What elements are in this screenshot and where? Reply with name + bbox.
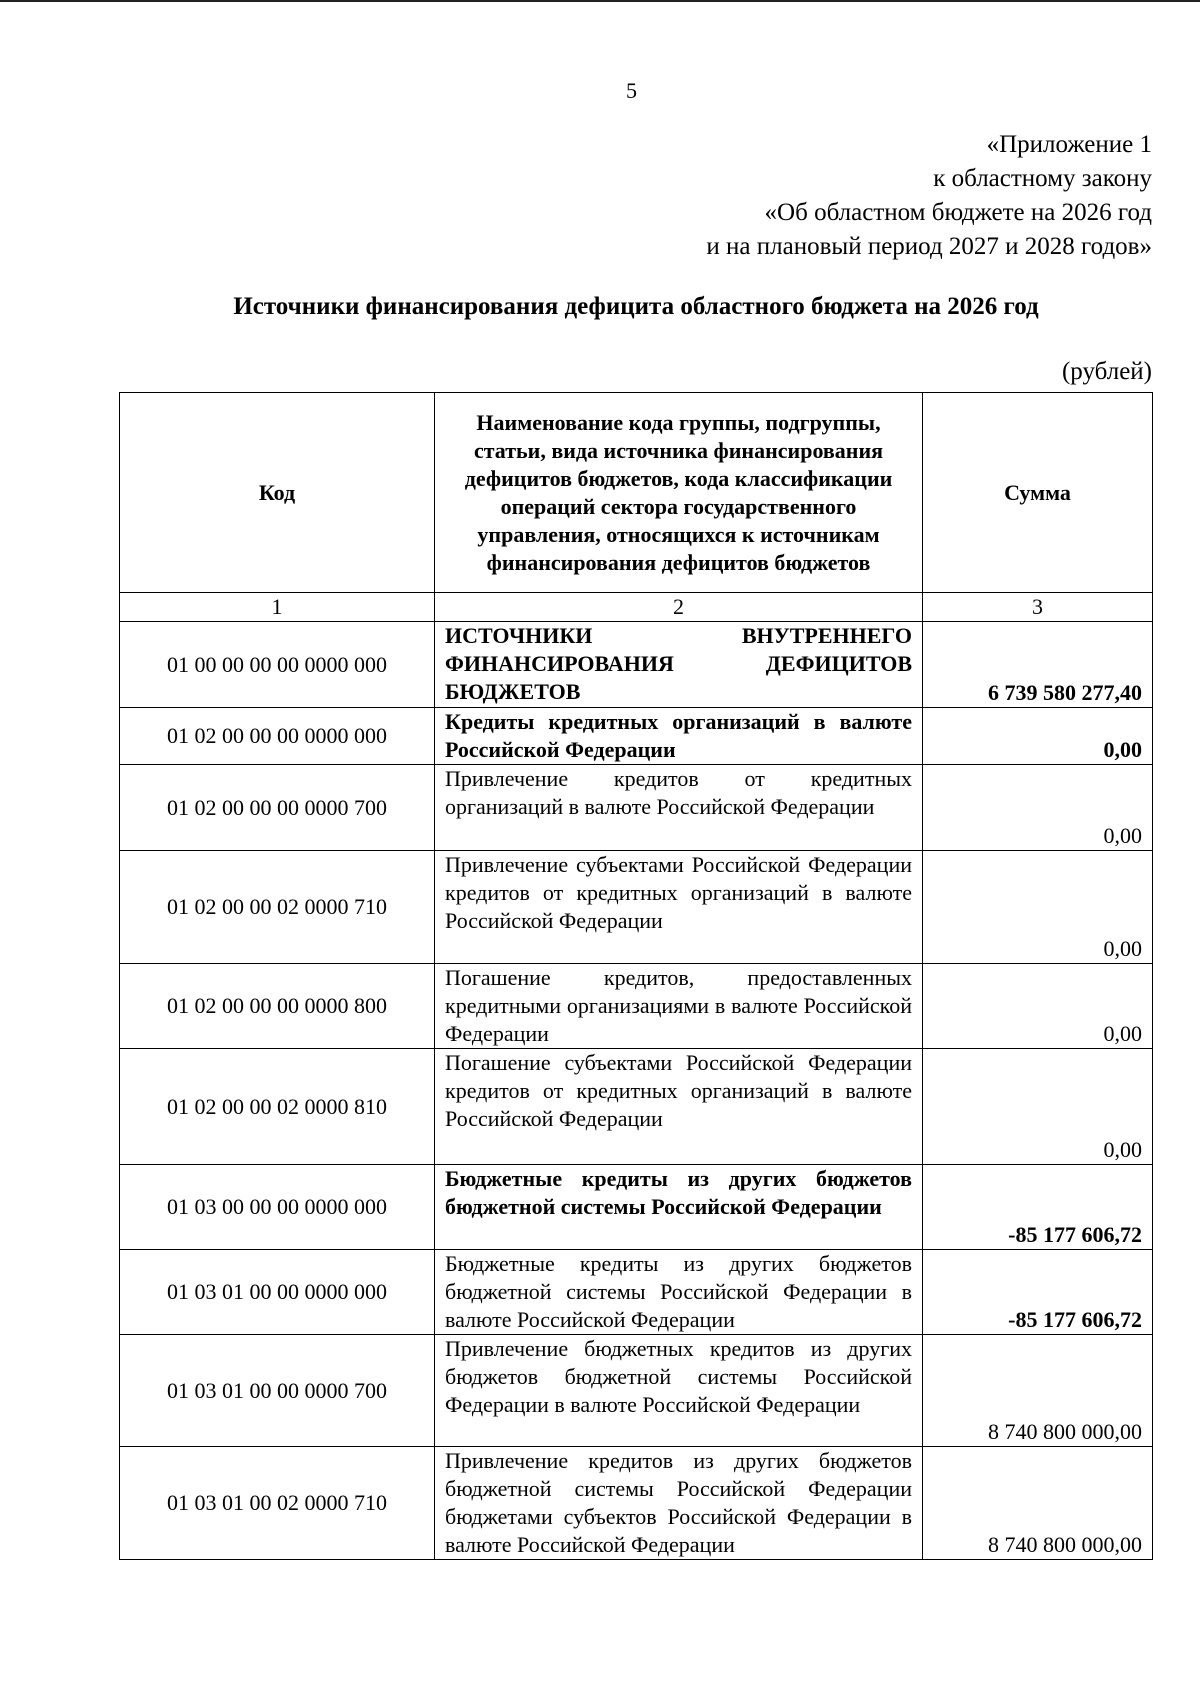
- row-name: Кредиты кредитных организаций в валюте Российской Федерации: [435, 708, 923, 765]
- row-name: Погашение субъектами Российской Федерации кредитов от кредитных организаций в валюте Российской Федерации: [435, 1049, 923, 1165]
- header-code: Код: [120, 393, 435, 593]
- row-code: 01 02 00 00 02 0000 710: [120, 851, 435, 964]
- row-name: Бюджетные кредиты из других бюджетов бюджетной системы Российской Федерации в валюте Российской Федерации: [435, 1250, 923, 1335]
- row-name: ИСТОЧНИКИ ВНУТРЕННЕГО ФИНАНСИРОВАНИЯ ДЕФИЦИТОВ БЮДЖЕТОВ: [435, 622, 923, 708]
- row-name: Привлечение субъектами Российской Федерации кредитов от кредитных организаций в валюте Российской Федерации: [435, 851, 923, 964]
- row-code: 01 00 00 00 00 0000 000: [120, 622, 435, 708]
- row-code: 01 03 01 00 00 0000 700: [120, 1335, 435, 1447]
- annex-line: «Об областном бюджете на 2026 год: [764, 199, 1152, 226]
- row-code: 01 02 00 00 00 0000 700: [120, 765, 435, 851]
- row-sum: 8 740 800 000,00: [923, 1447, 1153, 1560]
- header-name: Наименование кода группы, подгруппы, статьи, вида источника финансирования дефицитов бюджетов, кода классификации операций сектора государственного управления, относящихся к источникам финансирования дефицитов бюджетов: [435, 393, 923, 593]
- table-row: [120, 622, 1153, 708]
- table-row: [120, 708, 1153, 765]
- row-sum: 0,00: [923, 708, 1153, 765]
- document-title: Источники финансирования дефицита областного бюджета на 2026 год: [233, 293, 1039, 320]
- row-sum: 0,00: [923, 765, 1153, 851]
- table-row: [120, 1447, 1153, 1560]
- table-row: [120, 1335, 1153, 1447]
- row-name: Погашение кредитов, предоставленных кредитными организациями в валюте Российской Федерации: [435, 964, 923, 1049]
- row-code: 01 02 00 00 02 0000 810: [120, 1049, 435, 1165]
- column-number: 1: [120, 593, 435, 622]
- column-number: 2: [435, 593, 923, 622]
- row-name: Привлечение кредитов из других бюджетов бюджетной системы Российской Федерации бюджетами субъектов Российской Федерации в валюте Российской Федерации: [435, 1447, 923, 1560]
- row-code: 01 02 00 00 00 0000 800: [120, 964, 435, 1049]
- row-sum: 6 739 580 277,40: [923, 622, 1153, 708]
- row-sum: 0,00: [923, 964, 1153, 1049]
- row-code: 01 03 01 00 00 0000 000: [120, 1250, 435, 1335]
- page-number: 5: [626, 78, 637, 103]
- row-sum: 0,00: [923, 851, 1153, 964]
- row-sum: -85 177 606,72: [923, 1165, 1153, 1250]
- annex-line: и на плановый период 2027 и 2028 годов»: [706, 233, 1152, 260]
- table-row: [120, 1250, 1153, 1335]
- column-number: 3: [923, 593, 1153, 622]
- annex-line: «Приложение 1: [986, 131, 1152, 158]
- page-edge-line: [0, 0, 1200, 2]
- table-row: [120, 1049, 1153, 1165]
- row-sum: 0,00: [923, 1049, 1153, 1165]
- column-number-row: [120, 593, 1153, 622]
- row-sum: -85 177 606,72: [923, 1250, 1153, 1335]
- row-name: Привлечение бюджетных кредитов из других бюджетов бюджетной системы Российской Федерации в валюте Российской Федерации: [435, 1335, 923, 1447]
- annex-reference: [706, 128, 1152, 264]
- table-header-row: [120, 393, 1153, 593]
- row-code: 01 03 01 00 02 0000 710: [120, 1447, 435, 1560]
- table-row: [120, 851, 1153, 964]
- annex-line: к областному закону: [933, 165, 1152, 192]
- header-sum: Сумма: [923, 393, 1153, 593]
- table-row: [120, 765, 1153, 851]
- row-sum: 8 740 800 000,00: [923, 1335, 1153, 1447]
- row-name: Привлечение кредитов от кредитных организаций в валюте Российской Федерации: [435, 765, 923, 851]
- row-code: 01 02 00 00 00 0000 000: [120, 708, 435, 765]
- row-code: 01 03 00 00 00 0000 000: [120, 1165, 435, 1250]
- units-label: (рублей): [1061, 358, 1152, 385]
- table-row: [120, 1165, 1153, 1250]
- row-name: Бюджетные кредиты из других бюджетов бюджетной системы Российской Федерации: [435, 1165, 923, 1250]
- financing-sources-table: [119, 392, 1153, 1560]
- table-row: [120, 964, 1153, 1049]
